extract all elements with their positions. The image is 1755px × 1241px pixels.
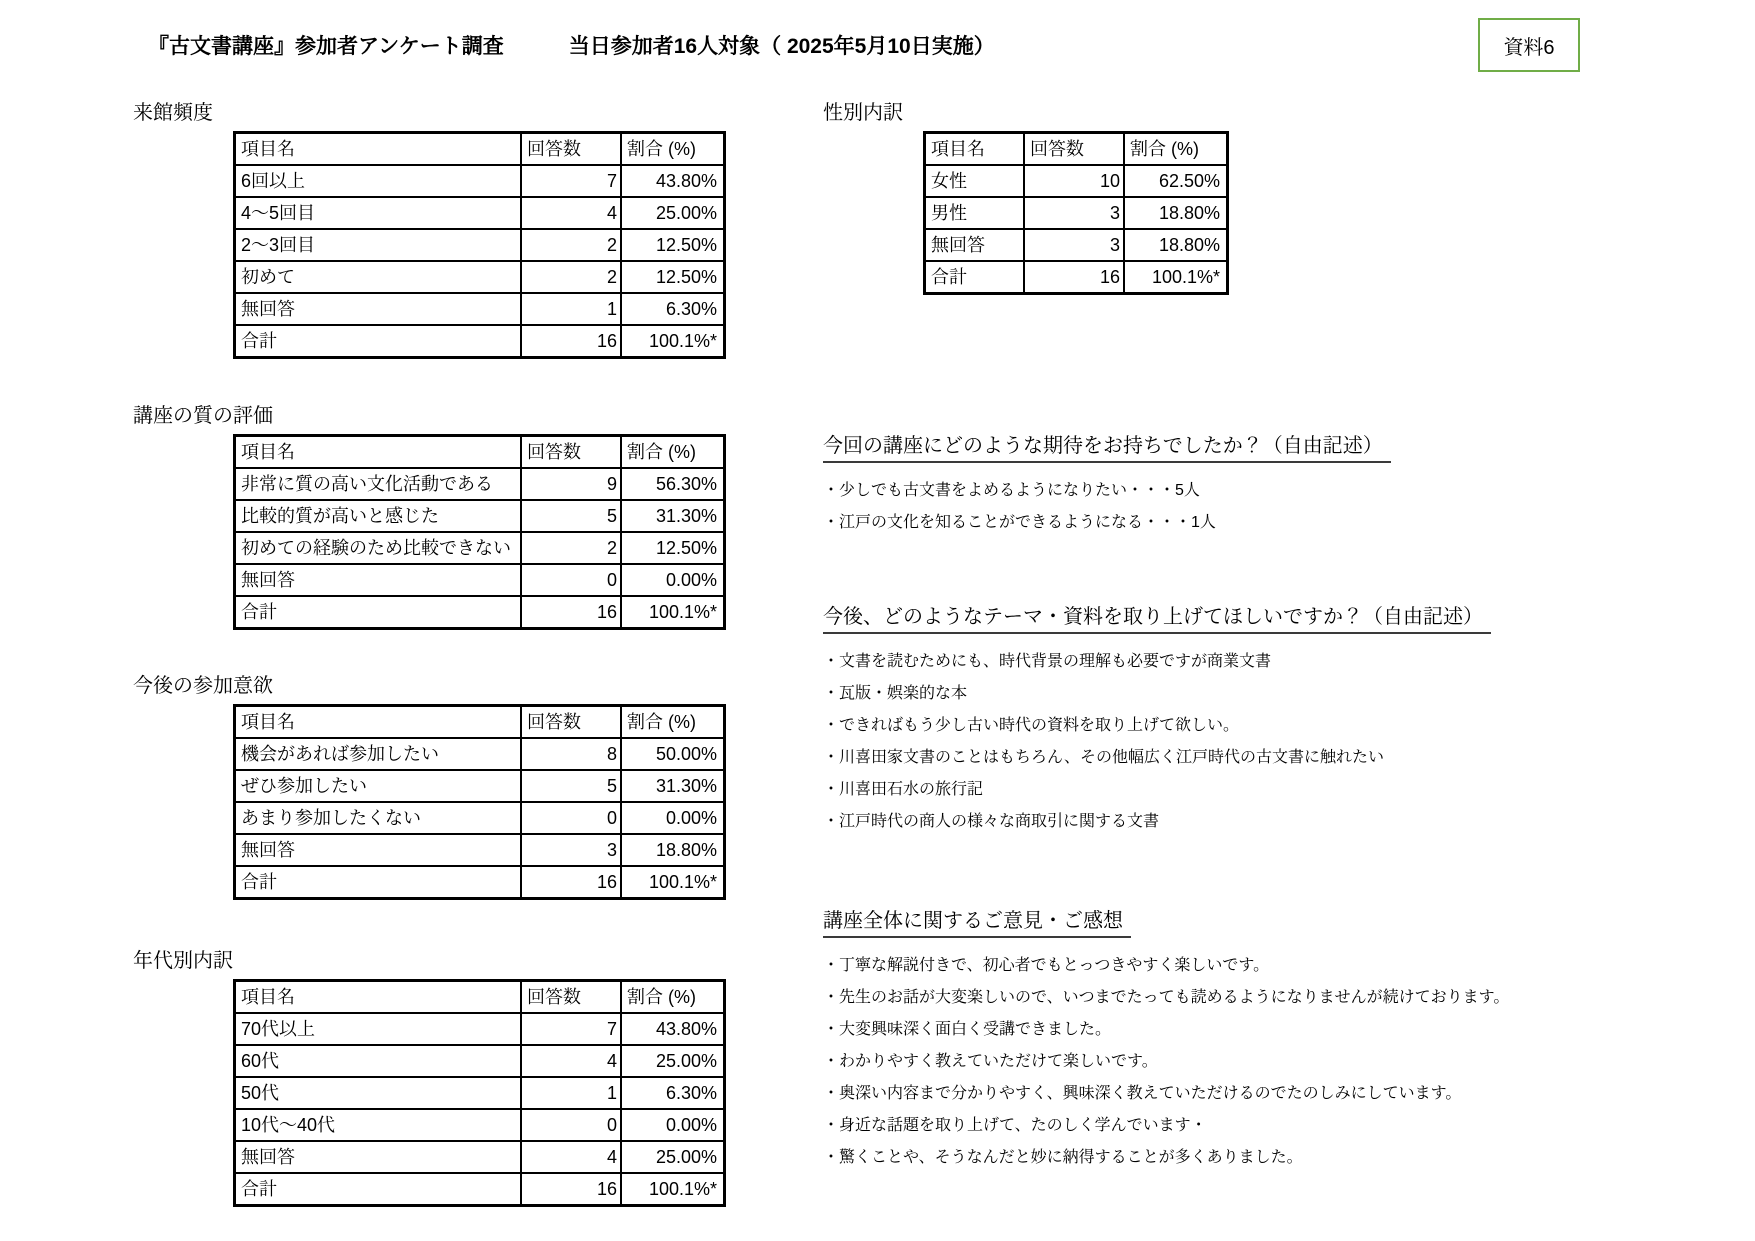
cell-percent: 6.30% (620, 294, 723, 324)
cell-percent: 0.00% (620, 1110, 723, 1140)
table-row (926, 228, 1226, 260)
overall-feedback-comments (823, 950, 1723, 1174)
table-row (236, 531, 723, 563)
table-row (236, 865, 723, 897)
cell-percent: 12.50% (620, 533, 723, 563)
comment-line: ・驚くことや、そうなんだと妙に納得することが多くありました。 (823, 1149, 1303, 1166)
cell-item: 無回答 (241, 1147, 295, 1167)
table-row (926, 196, 1226, 228)
future-participation-table (233, 704, 726, 900)
cell-count: 3 (1023, 198, 1123, 228)
cell-item: 70代以上 (241, 1019, 316, 1039)
cell-item: 無回答 (241, 840, 295, 860)
cell-item: 無回答 (241, 299, 295, 319)
cell-percent: 31.30% (620, 501, 723, 531)
table-row (236, 467, 723, 499)
cell-item: 非常に質の高い文化活動である (241, 474, 493, 494)
table-title: 性別内訳 (823, 102, 903, 124)
cell-count: 7 (520, 166, 620, 196)
column-header-percent: 割合 (%) (620, 982, 723, 1012)
table-row (236, 196, 723, 228)
cell-percent: 100.1%* (620, 326, 723, 356)
cell-item: 初めての経験のため比較できない (241, 538, 511, 558)
cell-percent: 0.00% (620, 565, 723, 595)
cell-count: 0 (520, 803, 620, 833)
overall-feedback-section (823, 908, 1723, 1174)
table-row (236, 1044, 723, 1076)
age-groups-table (233, 979, 726, 1207)
comment-line: ・文書を読むためにも、時代背景の理解も必要ですが商業文書 (823, 653, 1272, 670)
cell-percent: 43.80% (620, 166, 723, 196)
cell-percent: 12.50% (620, 230, 723, 260)
cell-item: 機会があれば参加したい (241, 744, 439, 764)
table-row (236, 1108, 723, 1140)
expectations-section (823, 433, 1723, 539)
cell-item: ぜひ参加したい (241, 776, 367, 796)
comment-line: ・奥深い内容まで分かりやすく、興味深く教えていただけるのでたのしみにしています。 (823, 1085, 1462, 1102)
cell-percent: 25.00% (620, 1142, 723, 1172)
cell-percent: 0.00% (620, 803, 723, 833)
cell-count: 8 (520, 739, 620, 769)
cell-count: 16 (520, 326, 620, 356)
visit-frequency-table (233, 131, 726, 359)
column-header-percent: 割合 (%) (620, 437, 723, 467)
cell-count: 4 (520, 1142, 620, 1172)
document-label-text: 資料6 (1503, 36, 1555, 59)
page-subtitle: 当日参加者16人対象（ 2025年5月10日実施） (568, 35, 995, 58)
cell-count: 2 (520, 230, 620, 260)
table-title: 今後の参加意欲 (133, 675, 273, 697)
cell-count: 16 (520, 597, 620, 627)
column-header-count: 回答数 (520, 437, 620, 467)
cell-percent: 100.1%* (620, 1174, 723, 1204)
comment-line: ・少しでも古文書をよめるようになりたい・・・5人 (823, 482, 1200, 499)
cell-count: 10 (1023, 166, 1123, 196)
table-row (236, 228, 723, 260)
cell-count: 5 (520, 501, 620, 531)
cell-percent: 18.80% (620, 835, 723, 865)
cell-count: 0 (520, 565, 620, 595)
future-topics-section (823, 604, 1723, 838)
cell-percent: 31.30% (620, 771, 723, 801)
cell-item: 無回答 (241, 570, 295, 590)
cell-percent: 12.50% (620, 262, 723, 292)
age-groups-block (133, 948, 726, 1207)
table-row (236, 595, 723, 627)
table-row (236, 324, 723, 356)
cell-count: 16 (520, 867, 620, 897)
table-row (236, 292, 723, 324)
expectations-comments (823, 475, 1723, 539)
table-row (926, 164, 1226, 196)
table-row (236, 1172, 723, 1204)
comment-line: ・身近な話題を取り上げて、たのしく学んでいます・ (823, 1117, 1207, 1134)
comment-line: ・川喜田石水の旅行記 (823, 781, 984, 798)
section-title: 講座全体に関するご意見・ご感想 (823, 908, 1131, 938)
comment-line: ・先生のお話が大変楽しいので、いつまでたっても読めるようになりませんが続けております。 (823, 989, 1510, 1006)
column-header-count: 回答数 (520, 134, 620, 164)
table-header-row (236, 707, 723, 737)
column-header-item: 項目名 (241, 987, 295, 1007)
cell-percent: 50.00% (620, 739, 723, 769)
cell-count: 2 (520, 533, 620, 563)
column-header-item: 項目名 (241, 712, 295, 732)
table-row (236, 833, 723, 865)
cell-item: 合計 (241, 602, 277, 622)
course-quality-table (233, 434, 726, 630)
column-header-item: 項目名 (931, 139, 985, 159)
cell-percent: 100.1%* (620, 867, 723, 897)
table-row (236, 1140, 723, 1172)
column-header-percent: 割合 (%) (620, 134, 723, 164)
cell-percent: 100.1%* (620, 597, 723, 627)
page-title: 『古文書講座』参加者アンケート調査 (148, 35, 504, 58)
cell-item: 女性 (931, 171, 967, 191)
cell-count: 9 (520, 469, 620, 499)
cell-item: 50代 (241, 1083, 280, 1103)
comment-line: ・わかりやすく教えていただけて楽しいです。 (823, 1053, 1158, 1070)
cell-item: 6回以上 (241, 171, 306, 191)
table-header-row (236, 437, 723, 467)
table-title: 年代別内訳 (133, 950, 233, 972)
cell-percent: 56.30% (620, 469, 723, 499)
cell-item: 合計 (241, 331, 277, 351)
cell-item: 60代 (241, 1051, 280, 1071)
column-header-percent: 割合 (%) (1123, 134, 1226, 164)
cell-item: 合計 (241, 1179, 277, 1199)
table-row (236, 499, 723, 531)
cell-item: 初めて (241, 267, 295, 287)
table-header-row (236, 982, 723, 1012)
cell-percent: 100.1%* (1123, 262, 1226, 292)
gender-table (923, 131, 1229, 295)
table-row (236, 769, 723, 801)
column-header-count: 回答数 (520, 982, 620, 1012)
cell-item: 合計 (241, 872, 277, 892)
document-label-badge (1478, 18, 1580, 72)
cell-count: 5 (520, 771, 620, 801)
cell-count: 0 (520, 1110, 620, 1140)
cell-count: 16 (520, 1174, 620, 1204)
column-header-count: 回答数 (1023, 134, 1123, 164)
table-row (236, 1076, 723, 1108)
cell-item: あまり参加したくない (241, 808, 421, 828)
table-row (926, 260, 1226, 292)
comment-line: ・川喜田家文書のことはもちろん、その他幅広く江戸時代の古文書に触れたい (823, 749, 1384, 766)
comment-line: ・江戸時代の商人の様々な商取引に関する文書 (823, 813, 1160, 830)
table-title: 来館頻度 (133, 102, 213, 124)
comment-line: ・大変興味深く面白く受講できました。 (823, 1021, 1112, 1038)
section-title: 今回の講座にどのような期待をお持ちでしたか？（自由記述） (823, 433, 1391, 463)
cell-item: 男性 (931, 203, 967, 223)
column-header-item: 項目名 (241, 442, 295, 462)
cell-percent: 25.00% (620, 198, 723, 228)
cell-item: 合計 (931, 267, 967, 287)
cell-percent: 43.80% (620, 1014, 723, 1044)
cell-percent: 18.80% (1123, 198, 1226, 228)
column-header-percent: 割合 (%) (620, 707, 723, 737)
cell-count: 7 (520, 1014, 620, 1044)
table-row (236, 737, 723, 769)
cell-item: 4～5回目 (241, 203, 316, 223)
cell-percent: 18.80% (1123, 230, 1226, 260)
cell-count: 3 (1023, 230, 1123, 260)
cell-percent: 62.50% (1123, 166, 1226, 196)
cell-item: 比較的質が高いと感じた (241, 506, 439, 526)
course-quality-block (133, 403, 726, 630)
cell-count: 2 (520, 262, 620, 292)
visit-frequency-block (133, 100, 726, 359)
comment-line: ・できればもう少し古い時代の資料を取り上げて欲しい。 (823, 717, 1240, 734)
table-row (236, 563, 723, 595)
cell-count: 4 (520, 1046, 620, 1076)
cell-count: 1 (520, 1078, 620, 1108)
cell-count: 16 (1023, 262, 1123, 292)
future-participation-block (133, 673, 726, 900)
cell-item: 無回答 (931, 235, 985, 255)
comment-line: ・江戸の文化を知ることができるようになる・・・1人 (823, 514, 1216, 531)
comment-line: ・瓦版・娯楽的な本 (823, 685, 968, 702)
cell-count: 3 (520, 835, 620, 865)
section-title: 今後、どのようなテーマ・資料を取り上げてほしいですか？（自由記述） (823, 604, 1491, 634)
column-header-item: 項目名 (241, 139, 295, 159)
table-row (236, 260, 723, 292)
comment-line: ・丁寧な解説付きで、初心者でもとっつきやすく楽しいです。 (823, 957, 1270, 974)
table-header-row (236, 134, 723, 164)
cell-count: 4 (520, 198, 620, 228)
cell-count: 1 (520, 294, 620, 324)
cell-item: 2～3回目 (241, 235, 316, 255)
cell-item: 10代～40代 (241, 1115, 336, 1135)
table-row (236, 164, 723, 196)
table-header-row (926, 134, 1226, 164)
future-topics-comments (823, 646, 1723, 838)
cell-percent: 6.30% (620, 1078, 723, 1108)
table-title: 講座の質の評価 (133, 405, 273, 427)
gender-block (823, 100, 1229, 295)
page-header (148, 30, 995, 60)
column-header-count: 回答数 (520, 707, 620, 737)
table-row (236, 1012, 723, 1044)
cell-percent: 25.00% (620, 1046, 723, 1076)
table-row (236, 801, 723, 833)
